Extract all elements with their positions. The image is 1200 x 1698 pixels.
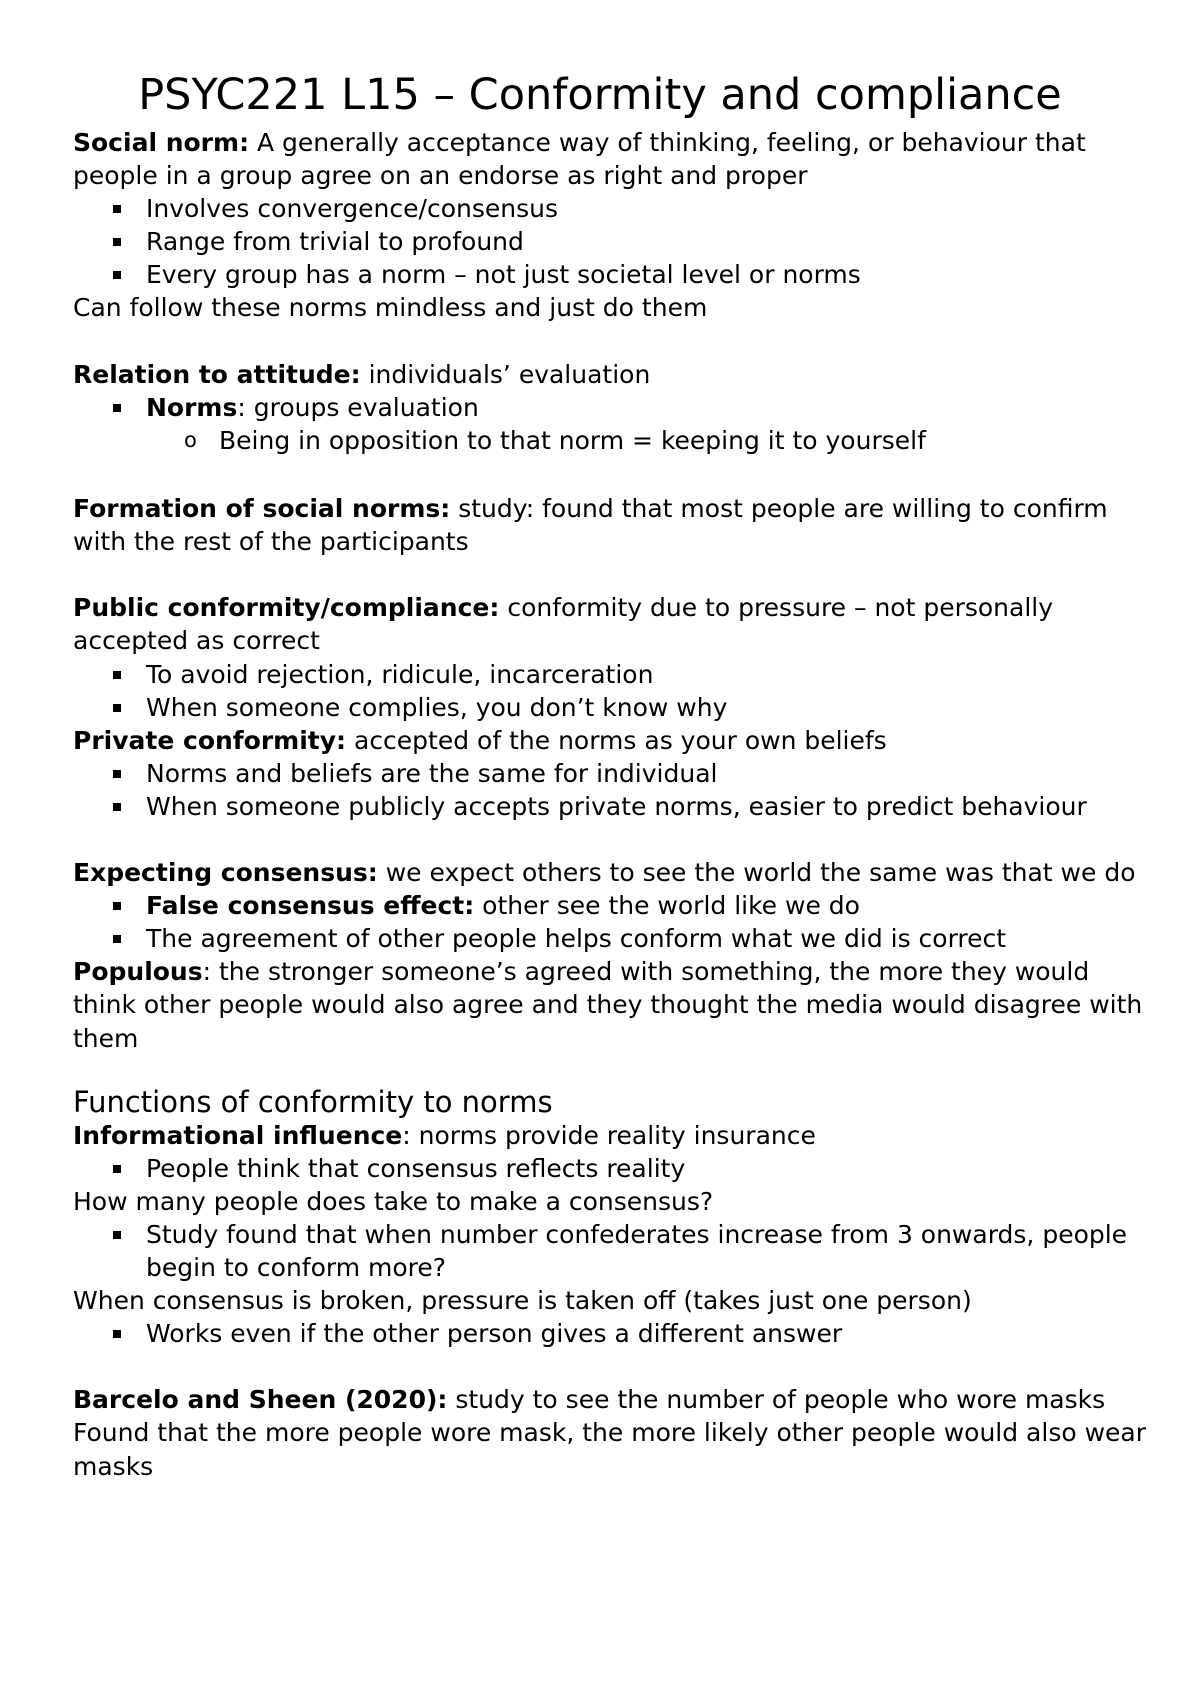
list-item: When someone complies, you don’t know why — [73, 691, 1153, 724]
private-conformity-term: Private conformity: — [73, 725, 347, 755]
public-conformity-paragraph — [73, 591, 1153, 657]
relation-definition: individuals’ evaluation — [360, 359, 651, 389]
spacer — [73, 558, 1153, 591]
private-conformity-paragraph — [73, 724, 1153, 757]
formation-paragraph — [73, 492, 1153, 558]
private-conformity-definition: accepted of the norms as your own beliefs — [346, 725, 887, 755]
public-conformity-definition: conformity due to pressure – not personally accepted as correct — [73, 593, 1054, 656]
how-many-paragraph: How many people does take to make a consensus? — [73, 1186, 714, 1216]
relation-term: Relation to attitude: — [73, 359, 361, 389]
populous-definition: : the stronger someone’s agreed with something, the more they would think other people would also agree and they thought the media would disagree with them — [73, 957, 1143, 1053]
informational-term: Informational influence — [73, 1120, 403, 1150]
list-item: Norms and beliefs are the same for individual — [73, 757, 1153, 790]
informational-definition: : norms provide reality insurance — [402, 1120, 816, 1150]
private-conformity-list — [73, 757, 1153, 823]
notes-body — [73, 126, 1153, 1483]
barcelo-paragraph — [73, 1383, 1153, 1416]
consensus-broken-list — [73, 1317, 1153, 1350]
expecting-consensus-term: Expecting consensus: — [73, 858, 378, 888]
formation-term: Formation of social norms: — [73, 494, 451, 524]
informational-list — [73, 1152, 1153, 1185]
list-item: Range from trivial to profound — [73, 225, 1153, 258]
list-item: When someone publicly accepts private norms, easier to predict behaviour — [73, 790, 1153, 823]
relation-list — [73, 391, 1153, 457]
spacer — [73, 457, 1153, 490]
how-many-list — [73, 1218, 1153, 1284]
spacer — [73, 1350, 1153, 1383]
norms-definition: : groups evaluation — [237, 392, 479, 422]
social-norm-paragraph — [73, 126, 1153, 192]
social-norm-term: Social norm: — [73, 128, 250, 157]
expecting-consensus-paragraph — [73, 856, 1153, 889]
populous-paragraph — [73, 955, 1153, 1054]
formation-definition: study: found that most people are willing to confirm with the rest of the participants — [73, 494, 1108, 557]
public-conformity-list — [73, 658, 1153, 724]
barcelo-finding: Found that the more people wore mask, the more likely other people would also wear masks — [73, 1418, 1147, 1481]
norms-term: Norms — [146, 392, 238, 422]
social-norm-note: Can follow these norms mindless and just do them — [73, 293, 708, 323]
list-item: Involves convergence/consensus — [73, 192, 1153, 225]
section-heading: Functions of conformity to norms — [73, 1084, 553, 1119]
list-item: The agreement of other people helps conform what we did is correct — [73, 922, 1153, 955]
public-conformity-term: Public conformity/compliance: — [73, 593, 500, 623]
page-title: PSYC221 L15 – Conformity and compliance — [138, 70, 1062, 120]
relation-paragraph — [73, 358, 1153, 391]
informational-paragraph — [73, 1119, 1153, 1152]
spacer — [73, 823, 1153, 856]
expecting-consensus-list — [73, 889, 1153, 955]
spacer — [73, 325, 1153, 358]
list-item: People think that consensus reflects reality — [73, 1152, 1153, 1185]
barcelo-definition: study to see the number of people who wore masks — [447, 1385, 1106, 1415]
list-item: To avoid rejection, ridicule, incarceration — [73, 658, 1153, 691]
social-norm-definition: A generally acceptance way of thinking, feeling, or behaviour that people in a group agree on an endorse as right and proper — [73, 128, 1086, 191]
expecting-consensus-definition: we expect others to see the world the same was that we do — [377, 858, 1136, 888]
populous-term: Populous — [73, 957, 203, 987]
consensus-broken-paragraph: When consensus is broken, pressure is taken off (takes just one person) — [73, 1286, 972, 1316]
list-item: Study found that when number confederates increase from 3 onwards, people begin to conform more? — [73, 1218, 1153, 1284]
social-norm-list — [73, 192, 1153, 291]
false-consensus-term: False consensus effect: — [146, 891, 475, 921]
list-item — [73, 391, 1153, 424]
barcelo-term: Barcelo and Sheen (2020): — [73, 1385, 448, 1415]
list-item: Every group has a norm – not just societal level or norms — [73, 258, 1153, 291]
sub-list-item: o Being in opposition to that norm = keeping it to yourself — [73, 424, 1153, 457]
list-item: Works even if the other person gives a different answer — [73, 1317, 1153, 1350]
list-item — [73, 889, 1153, 922]
false-consensus-definition: other see the world like we do — [474, 891, 860, 921]
spacer — [73, 1055, 1153, 1083]
